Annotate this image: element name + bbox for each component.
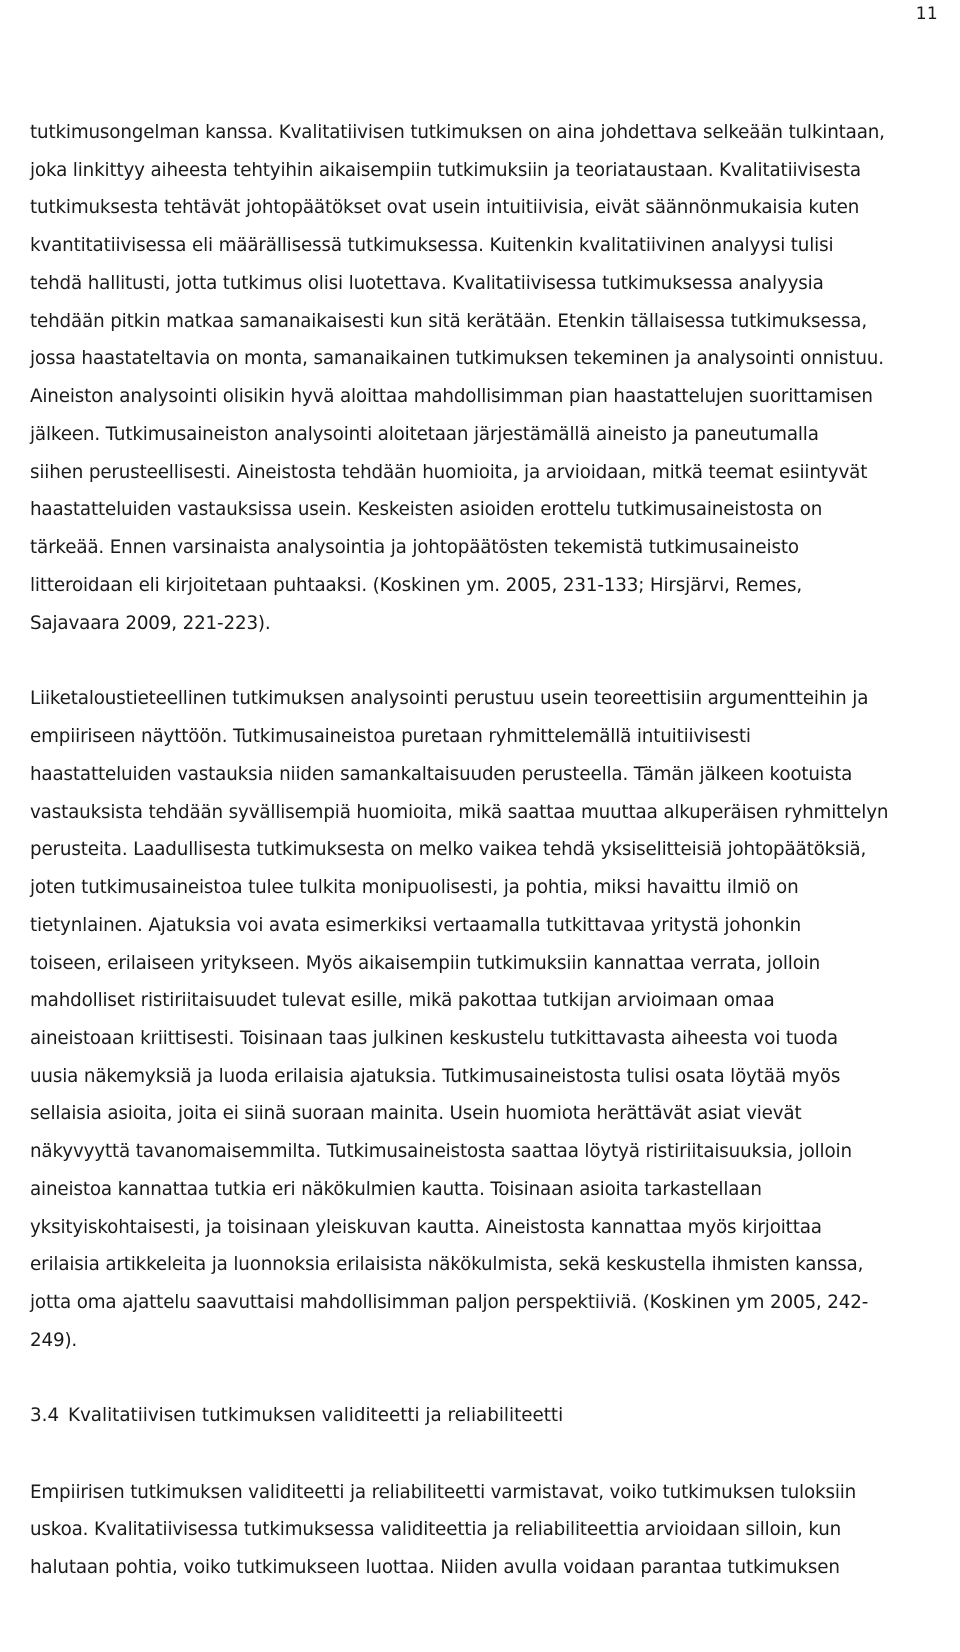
text-line: aineistoa kannattaa tutkia eri näkökulmien kautta. Toisinaan asioita tarkastellaan [30, 1179, 762, 1200]
text-line: vastauksista tehdään syvällisempiä huomioita, mikä saattaa muuttaa alkuperäisen ryhmittelyn [30, 802, 889, 823]
text-line: sellaisia asioita, joita ei siinä suoraan mainita. Usein huomiota herättävät asiat vievät [30, 1103, 802, 1124]
text-line: Aineiston analysointi olisikin hyvä aloittaa mahdollisimman pian haastattelujen suorittamisen [30, 386, 873, 407]
text-line: Liiketaloustieteellinen tutkimuksen analysointi perustuu usein teoreettisiin argumentteihin ja [30, 688, 869, 709]
text-line: halutaan pohtia, voiko tutkimukseen luottaa. Niiden avulla voidaan parantaa tutkimuksen [30, 1557, 840, 1578]
text-line: Empiirisen tutkimuksen validiteetti ja reliabiliteetti varmistavat, voiko tutkimuksen tuloksiin [30, 1482, 857, 1503]
text-line: joten tutkimusaineistoa tulee tulkita monipuolisesti, ja pohtia, miksi havaittu ilmiö on [30, 877, 799, 898]
text-line: uskoa. Kvalitatiivisessa tutkimuksessa validiteettia ja reliabiliteettia arvioidaan silloin, kun [30, 1519, 842, 1540]
section-heading [30, 1404, 563, 1428]
text-line: erilaisia artikkeleita ja luonnoksia erilaisista näkökulmista, sekä keskustella ihmisten kanssa, [30, 1254, 864, 1275]
text-line: tärkeää. Ennen varsinaista analysointia ja johtopäätösten tekemistä tutkimusaineisto [30, 537, 799, 558]
page-number: 11 [915, 4, 938, 24]
text-line: haastatteluiden vastauksia niiden samankaltaisuuden perusteella. Tämän jälkeen kootuista [30, 764, 853, 785]
text-line: Sajavaara 2009, 221-223). [30, 613, 271, 634]
text-line: tehdä hallitusti, jotta tutkimus olisi luotettava. Kvalitatiivisessa tutkimuksessa analyysia [30, 273, 824, 294]
text-line: tehdään pitkin matkaa samanaikaisesti kun sitä kerätään. Etenkin tällaisessa tutkimuksessa, [30, 311, 867, 332]
text-line: empiiriseen näyttöön. Tutkimusaineistoa puretaan ryhmittelemällä intuitiivisesti [30, 726, 751, 747]
section-number: 3.4 [30, 1405, 60, 1426]
text-line: joka linkittyy aiheesta tehtyihin aikaisempiin tutkimuksiin ja teoriataustaan. Kvalitatiivisesta [30, 160, 861, 181]
text-line: toiseen, erilaiseen yritykseen. Myös aikaisempiin tutkimuksiin kannattaa verrata, jolloin [30, 953, 821, 974]
text-line: tutkimuksesta tehtävät johtopäätökset ovat usein intuitiivisia, eivät säännönmukaisia kuten [30, 197, 860, 218]
text-line: tietynlainen. Ajatuksia voi avata esimerkiksi vertaamalla tutkittavaa yritystä johonkin [30, 915, 802, 936]
text-line: uusia näkemyksiä ja luoda erilaisia ajatuksia. Tutkimusaineistosta tulisi osata löytää myös [30, 1066, 841, 1087]
text-line: haastatteluiden vastauksissa usein. Keskeisten asioiden erottelu tutkimusaineistosta on [30, 499, 823, 520]
text-line: mahdolliset ristiriitaisuudet tulevat esille, mikä pakottaa tutkijan arvioimaan omaa [30, 990, 775, 1011]
text-line: jälkeen. Tutkimusaineiston analysointi aloitetaan järjestämällä aineisto ja paneutumalla [30, 424, 819, 445]
text-line: aineistoaan kriittisesti. Toisinaan taas julkinen keskustelu tutkittavasta aiheesta voi tuoda [30, 1028, 838, 1049]
text-line: yksityiskohtaisesti, ja toisinaan yleiskuvan kautta. Aineistosta kannattaa myös kirjoittaa [30, 1217, 822, 1238]
text-line: litteroidaan eli kirjoitetaan puhtaaksi. (Koskinen ym. 2005, 231-133; Hirsjärvi, Remes, [30, 575, 803, 596]
text-line: perusteita. Laadullisesta tutkimuksesta on melko vaikea tehdä yksiselitteisiä johtopäätöksiä, [30, 839, 867, 860]
text-line: jotta oma ajattelu saavuttaisi mahdollisimman paljon perspektiiviä. (Koskinen ym 2005, 242- [30, 1292, 869, 1313]
text-line: 249). [30, 1330, 78, 1351]
text-line: näkyvyyttä tavanomaisemmilta. Tutkimusaineistosta saattaa löytyä ristiriitaisuuksia, jolloin [30, 1141, 852, 1162]
text-line: tutkimusongelman kanssa. Kvalitatiivisen tutkimuksen on aina johdettava selkeään tulkintaan, [30, 122, 885, 143]
section-title: Kvalitatiivisen tutkimuksen validiteetti ja reliabiliteetti [68, 1405, 564, 1426]
text-line: kvantitatiivisessa eli määrällisessä tutkimuksessa. Kuitenkin kvalitatiivinen analyysi tulisi [30, 235, 834, 256]
text-line: jossa haastateltavia on monta, samanaikainen tutkimuksen tekeminen ja analysointi onnistuu. [30, 348, 884, 369]
text-line: siihen perusteellisesti. Aineistosta tehdään huomioita, ja arvioidaan, mitkä teemat esiintyvät [30, 462, 868, 483]
